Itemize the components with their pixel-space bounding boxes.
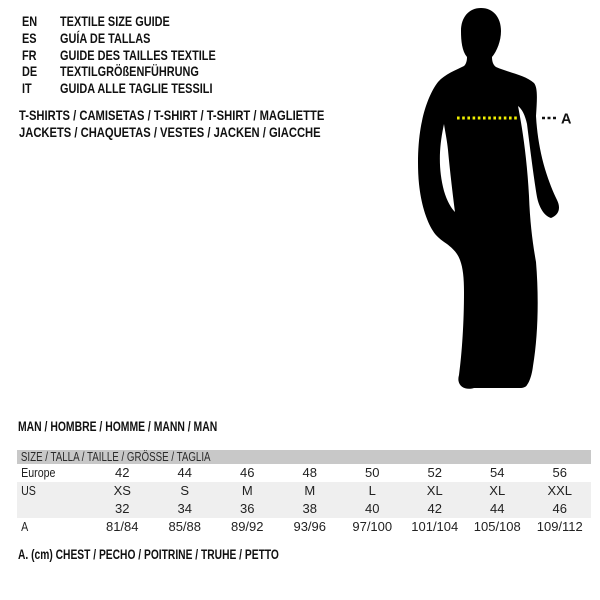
language-label: GUÍA DE TALLAS [60, 30, 151, 47]
man-silhouette-shape [418, 8, 559, 389]
table-cell: 97/100 [352, 519, 393, 534]
table-cell: 44 [177, 465, 192, 480]
table-cell: S [180, 483, 190, 498]
category-jackets-label: JACKETS / CHAQUETAS / VESTES / JACKEN / GIACCHE [19, 124, 321, 141]
table-cell: L [368, 483, 376, 498]
section-title-man: MAN / HOMBRE / HOMME / MANN / MAN [18, 419, 218, 434]
category-tshirts-label: T-SHIRTS / CAMISETAS / T-SHIRT / T-SHIRT / MAGLIETTE [19, 107, 325, 124]
table-cell: 85/88 [168, 519, 202, 534]
language-code: EN [22, 13, 38, 30]
language-label: TEXTILGRÖßENFÜHRUNG [60, 63, 199, 80]
language-code: IT [22, 80, 32, 97]
row-label: US [21, 483, 36, 498]
language-code: ES [22, 30, 37, 47]
table-cell: 46 [552, 501, 567, 516]
size-table-header-label: SIZE / TALLA / TAILLE / GRÖSSE / TAGLIA [20, 449, 211, 464]
table-cell: 36 [240, 501, 255, 516]
language-label: GUIDE DES TAILLES TEXTILE [60, 46, 216, 63]
table-cell: M [241, 483, 253, 498]
table-cell: 38 [302, 501, 317, 516]
measure-label-a: A [561, 111, 572, 128]
table-cell: XL [426, 483, 443, 498]
table-cell: 48 [302, 465, 317, 480]
table-cell: 40 [365, 501, 380, 516]
table-row-chest [17, 518, 591, 536]
table-cell: 42 [427, 501, 442, 516]
language-code: FR [22, 46, 37, 63]
table-cell: XL [489, 483, 506, 498]
table-cell: 34 [177, 501, 192, 516]
table-row-us-numeric [17, 500, 591, 518]
language-label: TEXTILE SIZE GUIDE [60, 13, 170, 30]
table-cell: 105/108 [473, 519, 521, 534]
row-label: A [21, 519, 29, 534]
table-cell: 101/104 [411, 519, 459, 534]
table-row-us [17, 482, 591, 500]
table-cell: 32 [115, 501, 130, 516]
chest-footnote: A. (cm) CHEST / PECHO / POITRINE / TRUHE / PETTO [18, 547, 279, 562]
table-cell: XS [113, 483, 131, 498]
size-table [17, 450, 591, 536]
table-cell: 81/84 [105, 519, 139, 534]
table-cell: XXL [547, 483, 573, 498]
table-cell: 52 [427, 465, 442, 480]
size-table-header [17, 450, 591, 464]
table-cell: 56 [552, 465, 567, 480]
table-cell: 46 [240, 465, 255, 480]
table-cell: 42 [115, 465, 130, 480]
language-code: DE [22, 63, 38, 80]
language-label: GUIDA ALLE TAGLIE TESSILI [60, 80, 213, 97]
table-row-europe [17, 464, 591, 482]
table-cell: 44 [490, 501, 505, 516]
table-cell: 93/96 [293, 519, 327, 534]
table-cell: M [304, 483, 316, 498]
row-label: Europe [21, 465, 56, 480]
table-cell: 89/92 [230, 519, 264, 534]
table-cell: 54 [490, 465, 505, 480]
table-cell: 50 [365, 465, 380, 480]
table-cell: 109/112 [536, 519, 583, 534]
